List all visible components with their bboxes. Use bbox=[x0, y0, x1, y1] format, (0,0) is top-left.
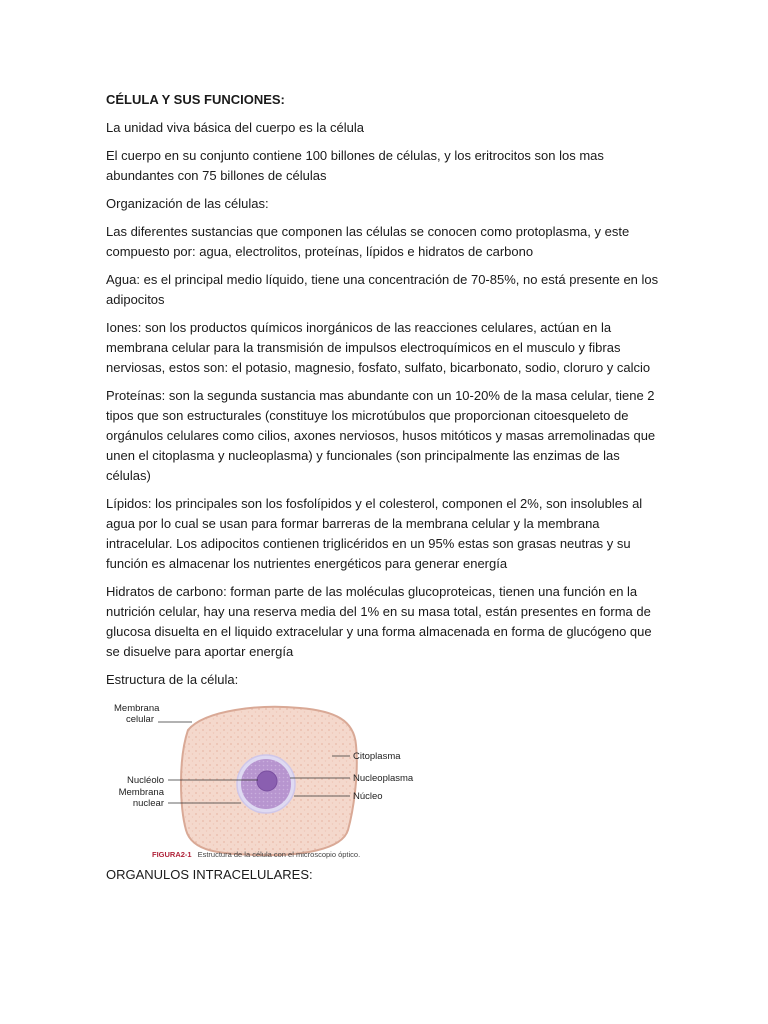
cell-structure-figure bbox=[110, 700, 414, 875]
label-citoplasma: Citoplasma bbox=[353, 751, 401, 762]
label-nucleoplasma: Nucleoplasma bbox=[353, 773, 414, 784]
paragraph: El cuerpo en su conjunto contiene 100 billones de células, y los eritrocitos son los mas abundantes con 75 billones de células bbox=[106, 148, 604, 183]
document-body bbox=[106, 90, 666, 875]
nucleolus bbox=[257, 771, 277, 791]
document-title: CÉLULA Y SUS FUNCIONES: bbox=[106, 92, 285, 107]
label-nucleo: Núcleo bbox=[353, 791, 383, 802]
paragraph: La unidad viva básica del cuerpo es la célula bbox=[106, 120, 365, 135]
paragraph: Lípidos: los principales son los fosfolípidos y el colesterol, componen el 2%, son insolubles al agua por lo cual se usan para formar barreras de la membrana celular y la membrana intracelular. Los adipocitos contienen triglicéridos en un 95% estas son grasas neutras y su función es almacenar los nutrientes energéticos para generar energía bbox=[106, 496, 643, 571]
paragraph: Agua: es el principal medio líquido, tiene una concentración de 70-85%, no está presente en los adipocitos bbox=[106, 272, 659, 307]
caption-figure-number: FIGURA2-1 bbox=[152, 850, 192, 859]
label-membrana-celular: Membrana celular bbox=[114, 703, 160, 725]
figure-caption bbox=[152, 850, 360, 859]
paragraph: Hidratos de carbono: forman parte de las moléculas glucoproteicas, tienen una función en la nutrición celular, hay una reserva media del 1% en su masa total, están presentes en forma de glucosa disuelta en el liquido extracelular y una forma almacenada en forma de glucógeno que se disuelve para aportar energía bbox=[106, 584, 652, 659]
caption-text: Estructura de la célula con el microscopio óptico. bbox=[197, 850, 361, 859]
section-heading: Estructura de la célula: bbox=[106, 672, 239, 687]
paragraph: Iones: son los productos químicos inorgánicos de las reacciones celulares, actúan en la membrana celular para la transmisión de impulsos electroquímicos en el musculo y fibras nerviosas, estos son: el potasio, magnesio, fosfato, sulfato, bicarbonato, sodio, cloruro y calcio bbox=[106, 320, 651, 375]
label-nucleolo: Nucléolo bbox=[127, 775, 164, 786]
label-membrana-nuclear: Membrana nuclear bbox=[118, 787, 164, 809]
section-heading-organulos: ORGANULOS INTRACELULARES: bbox=[106, 867, 313, 882]
paragraph: Las diferentes sustancias que componen las células se conocen como protoplasma, y este compuesto por: agua, electrolitos, proteínas, lípidos e hidratos de carbono bbox=[106, 224, 630, 259]
section-heading: Organización de las células: bbox=[106, 196, 269, 211]
paragraph: Proteínas: son la segunda sustancia mas abundante con un 10-20% de la masa celular, tiene 2 tipos que son estructurales (constituye los microtúbulos que proporcionan citoesqueleto de orgánulos celulares como cilios, axones nerviosos, husos mitóticos y masas arremolinadas que unen el citoplasma y nucleoplasma) y funcionales (son principalmente las enzimas de las células) bbox=[106, 388, 656, 483]
